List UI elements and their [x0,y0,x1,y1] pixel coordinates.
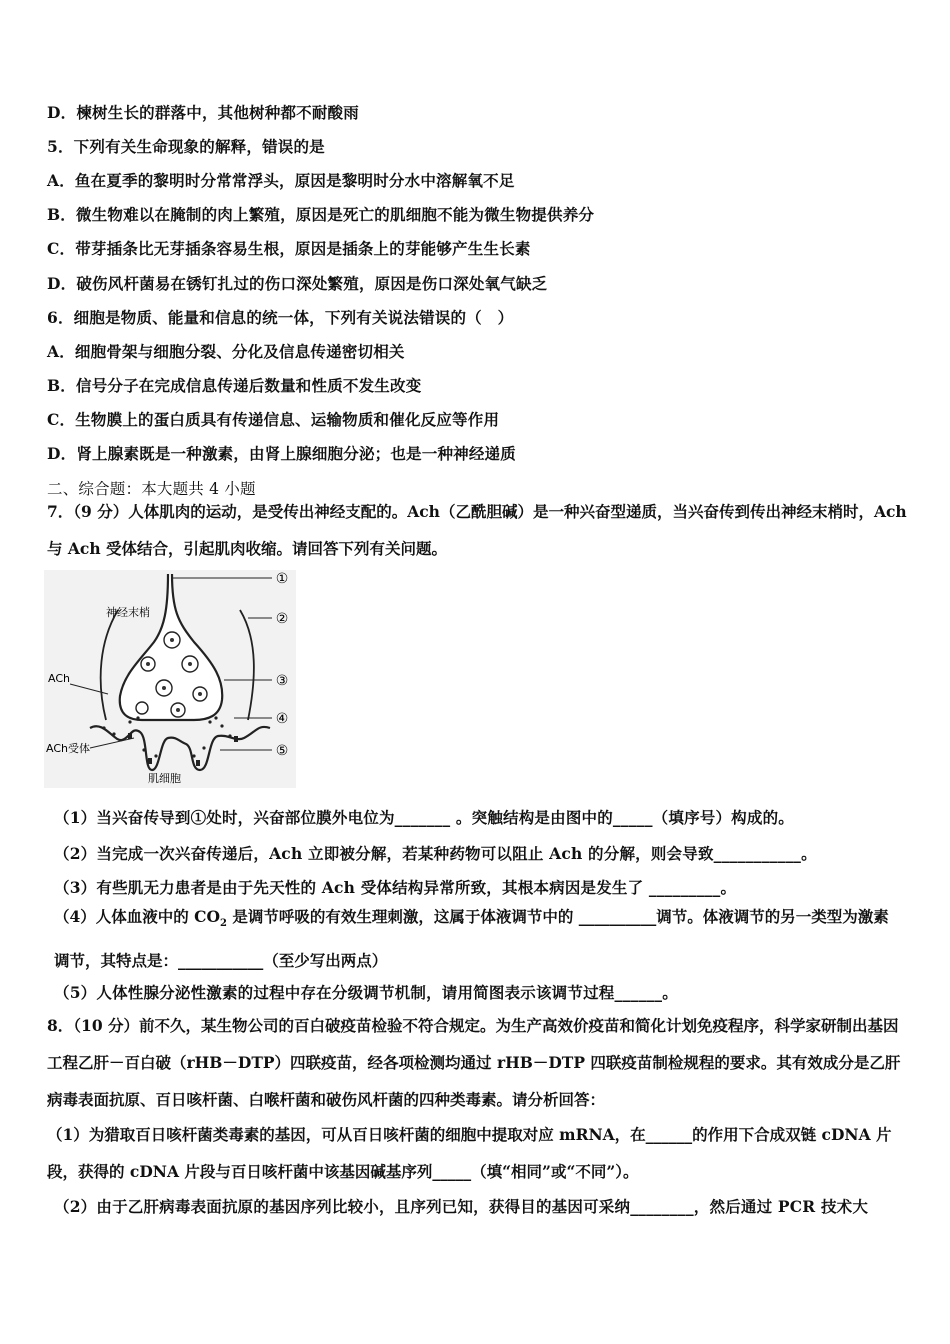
q4-option-d: D．楝树生长的群落中，其他树种都不耐酸雨 [47,103,359,122]
label-muscle-cell: 肌细胞 [148,772,181,785]
q5-option-b: B．微生物难以在腌制的肉上繁殖，原因是死亡的肌细胞不能为微生物提供养分 [47,205,595,224]
ach-receptor [234,736,238,742]
q8-stem: 8．（10 分）前不久，某生物公司的百白破疫苗检验不符合规定。为生产高效价疫苗和简化计划免疫程序，科学家研制出基因工程乙肝－百白破（rHB－DTP）四联疫苗，经各项检测均通过 rHB－DTP 四联疫苗制检规程的要求。其有效成分是乙肝病毒表面抗原、百日咳杆菌、白喉杆菌和破伤风杆菌的四种类毒素。请分析回答： [47,1016,901,1109]
marker-5: ⑤ [275,743,289,759]
q6-option-b: B．信号分子在完成信息传递后数量和性质不发生改变 [47,376,422,395]
q6-stem: 6．细胞是物质、能量和信息的统一体，下列有关说法错误的（ ） [47,308,514,327]
q5-stem: 5．下列有关生命现象的解释，错误的是 [47,137,325,156]
q7-part-3: （3）有些肌无力患者是由于先天性的 Ach 受体结构异常所致，其根本病因是发生了 _________。 [54,878,737,897]
label-ach-receptor: ACh受体 [46,742,90,755]
q5-option-c: C．带芽插条比无芽插条容易生根，原因是插条上的芽能够产生生长素 [47,239,531,258]
q7-part-4-a: （4）人体血液中的 CO [54,907,221,926]
marker-4: ④ [275,711,289,727]
q8-part-1: （1）为猎取百日咳杆菌类毒素的基因，可从百日咳杆菌的细胞中提取对应 mRNA，在______的作用下合成双链 cDNA 片段，获得的 cDNA 片段与百日咳杆菌中该基因碱基序列_____（填“相同”或“不同”）。 [47,1125,892,1181]
q5-option-d: D．破伤风杆菌易在锈钉扎过的伤口深处繁殖，原因是伤口深处氧气缺乏 [47,274,548,293]
marker-2: ② [275,611,289,627]
q6-option-d: D．肾上腺素既是一种激素，由肾上腺细胞分泌；也是一种神经递质 [47,444,516,463]
q7-stem: 7．（9 分）人体肌肉的运动，是受传出神经支配的。Ach（乙酰胆碱）是一种兴奋型递质，当兴奋传到传出神经末梢时，Ach 与 Ach 受体结合，引起肌肉收缩。请回答下列有关问题。 [47,502,907,558]
label-ach: ACh [48,672,70,685]
q7-part-5: （5）人体性腺分泌性激素的过程中存在分级调节机制，请用简图表示该调节过程______。 [54,983,678,1002]
ach-receptor [148,758,152,764]
section-2-title: 二、综合题：本大题共 4 小题 [47,480,256,498]
marker-1: ① [275,571,289,587]
q8-part-2: （2）由于乙肝病毒表面抗原的基因序列比较小，且序列已知，获得目的基因可采纳________，然后通过 PCR 技术大 [54,1197,869,1216]
q7-part-4 [54,898,904,979]
q5-option-a: A．鱼在夏季的黎明时分常常浮头，原因是黎明时分水中溶解氧不足 [47,171,515,190]
ach-receptor [196,760,200,766]
synapse-diagram [44,570,296,788]
marker-3: ③ [275,673,289,689]
q6-option-c: C．生物膜上的蛋白质具有传递信息、运输物质和催化反应等作用 [47,410,500,429]
q6-option-a: A．细胞骨架与细胞分裂、分化及信息传递密切相关 [47,342,405,361]
q7-part-1: （1）当兴奋传导到①处时，兴奋部位膜外电位为_______ 。突触结构是由图中的_____（填序号）构成的。 [54,808,794,827]
q7-part-2: （2）当完成一次兴奋传递后，Ach 立即被分解，若某种药物可以阻止 Ach 的分解，则会导致___________。 [54,844,817,863]
q7-part-4-sub: 2 [220,918,227,930]
q7-part-4-b: 是调节呼吸的有效生理刺激，这属于体液调节中的 __________调节。体液调节的另一类型为激素调节，其特点是：___________（至少写出两点） [54,907,889,971]
label-nerve-terminal: 神经末梢 [106,606,150,619]
vesicle [136,702,148,714]
